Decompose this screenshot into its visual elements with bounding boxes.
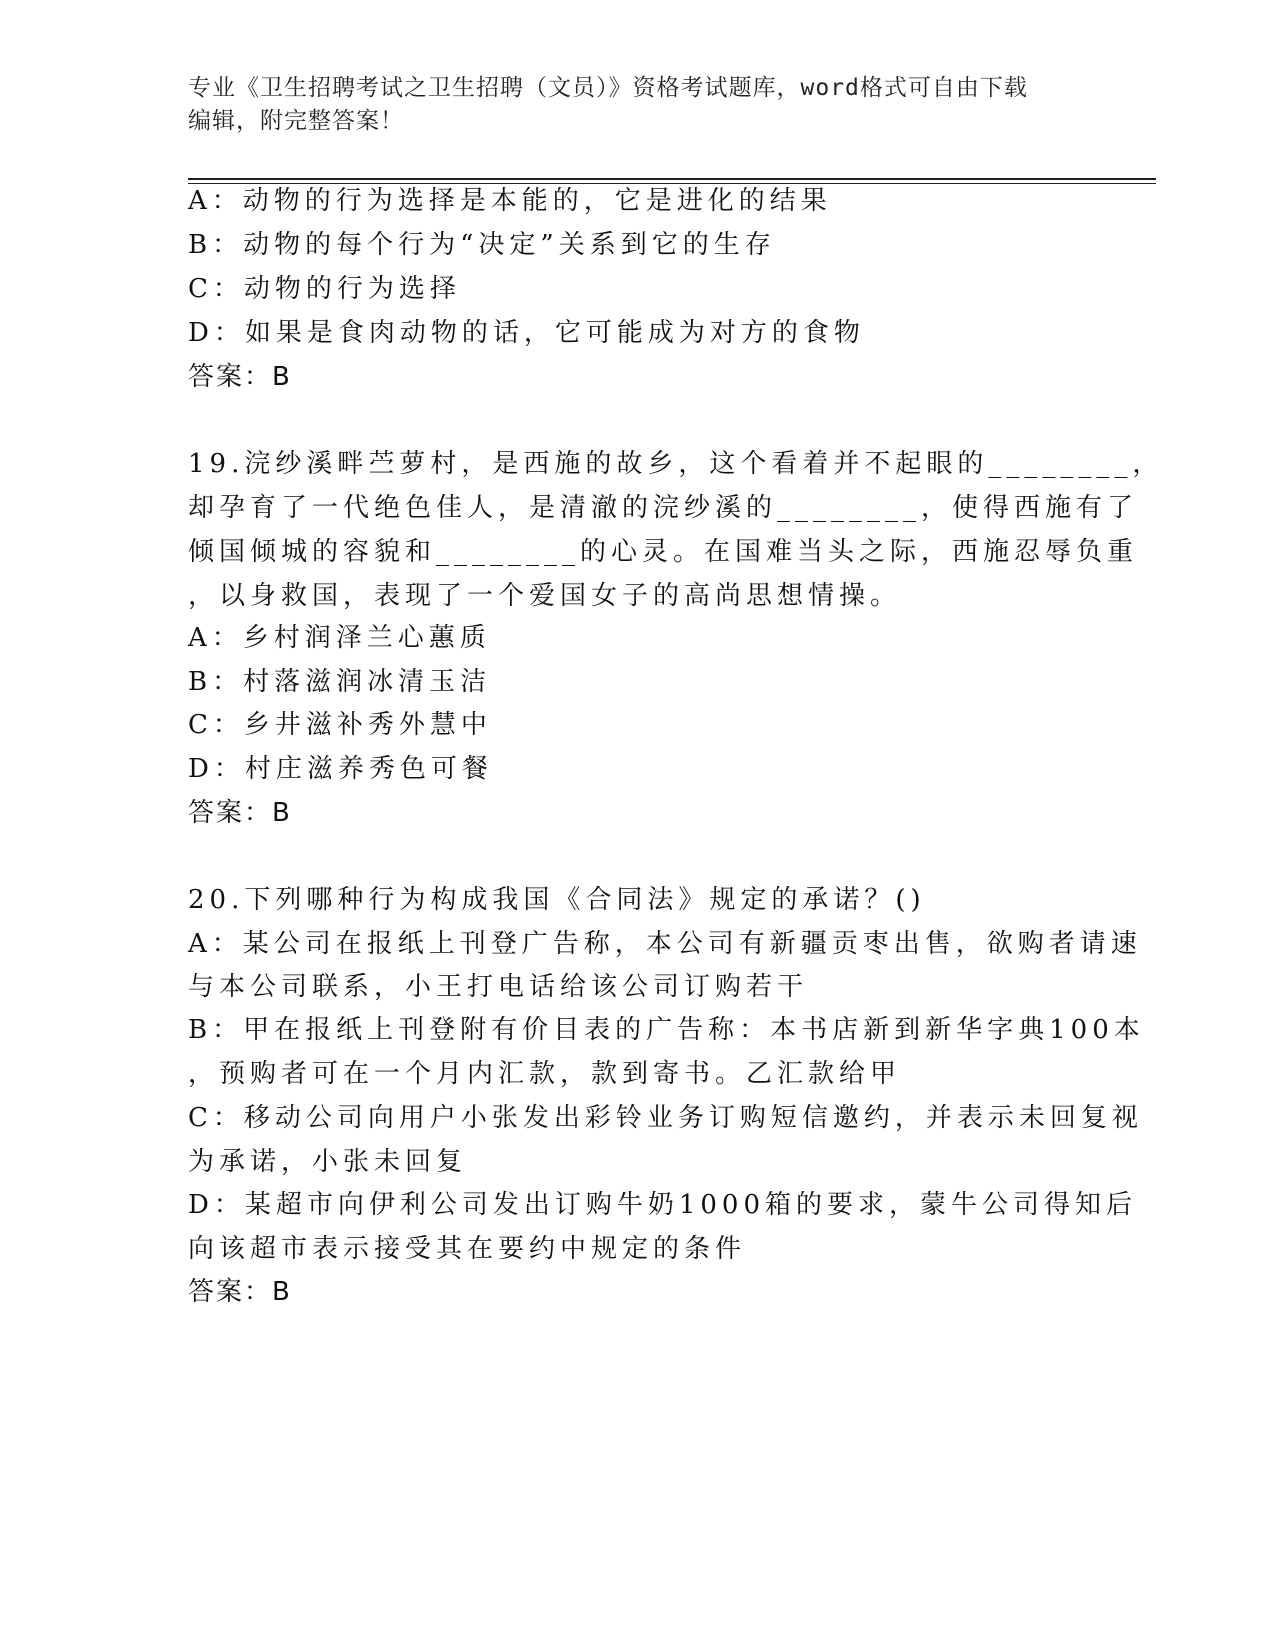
q18-option-c: C：动物的行为选择 [188,274,461,304]
q19-option-b: B：村落滋润冰清玉洁 [188,667,492,697]
q20-option-b-line-1: B：甲在报纸上刊登附有价目表的广告称：本书店新到新华字典100本 [188,1015,1145,1045]
q19-answer-value: B [272,798,290,828]
q18-answer-label: 答案： [188,362,273,392]
q18-answer [188,361,290,393]
q19-answer [188,797,290,829]
header-line-2: 编辑，附完整答案！ [188,108,404,134]
q20-answer [188,1276,290,1308]
q20-stem-line-1: 20.下列哪种行为构成我国《合同法》规定的承诺？() [188,885,926,915]
q19-option-a: A：乡村润泽兰心蕙质 [188,623,491,653]
q20-option-c-line-2: 为承诺，小张未回复 [188,1147,468,1177]
document-header [188,72,1088,138]
q18-option-d: D：如果是食肉动物的话，它可能成为对方的食物 [188,318,865,348]
q18-option-a: A：动物的行为选择是本能的，它是进化的结果 [188,186,832,216]
q19-option-d: D：村庄滋养秀色可餐 [188,754,493,784]
header-divider-thin [188,183,1156,184]
q19-option-c: C：乡井滋补秀外慧中 [188,710,492,740]
q20-option-d-line-1: D：某超市向伊利公司发出订购牛奶1000箱的要求，蒙牛公司得知后 [188,1190,1138,1220]
header-line-1: 专业《卫生招聘考试之卫生招聘（文员）》资格考试题库，word格式可自由下载 [188,75,1028,101]
q20-answer-value: B [272,1277,290,1307]
q20-option-d-line-2: 向该超市表示接受其在要约中规定的条件 [188,1234,747,1264]
header-divider-thick [188,178,1156,180]
q20-option-a-line-2: 与本公司联系，小王打电话给该公司订购若干 [188,972,809,1002]
q18-option-b: B：动物的每个行为“决定”关系到它的生存 [188,230,776,260]
q20-option-c-line-1: C：移动公司向用户小张发出彩铃业务订购短信邀约，并表示未回复视 [188,1103,1143,1133]
q19-stem-line-1: 19.浣纱溪畔苎萝村，是西施的故乡，这个看着并不起眼的________， [188,449,1164,479]
q18-answer-value: B [272,362,290,392]
q19-stem-line-3: 倾国倾城的容貌和________的心灵。在国难当头之际，西施忍辱负重 [188,537,1139,567]
q19-answer-label: 答案： [188,798,273,828]
q19-stem-line-4: ，以身救国，表现了一个爱国女子的高尚思想情操。 [188,581,902,611]
q19-stem-line-2: 却孕育了一代绝色佳人，是清澈的浣纱溪的________，使得西施有了 [188,493,1139,523]
q20-answer-label: 答案： [188,1277,273,1307]
q20-option-b-line-2: ，预购者可在一个月内汇款，款到寄书。乙汇款给甲 [188,1059,902,1089]
q20-option-a-line-1: A：某公司在报纸上刊登广告称，本公司有新疆贡枣出售，欲购者请速 [188,929,1142,959]
